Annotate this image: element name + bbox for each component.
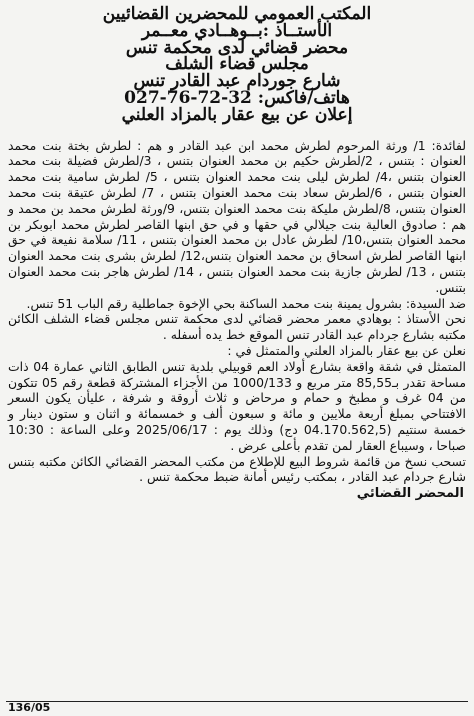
bailiff-court: محضر قضائي لدى محكمة تنس xyxy=(125,37,349,58)
signature: المحضر القضائي xyxy=(356,486,464,502)
bottom-divider xyxy=(6,701,468,702)
conditions-paragraph: تسحب نسخ من قائمة شروط البيع للإطلاع من مكتب المحضر القضائي الكائن مكتبه بتنس شارع جردام عبد القادر ، بمكتب رئيس أمانة ضبط محكمة تنس . xyxy=(8,453,466,485)
notice-body xyxy=(6,138,468,503)
publication-reference: 136/05 xyxy=(8,701,51,714)
office-name: المكتب العمومي للمحضرين القضائيين xyxy=(102,4,372,24)
notice-header xyxy=(6,6,468,124)
property-description-paragraph: المتمثل في شقة واقعة بشارع أولاد العم قوبيلي بلدية تنس الطابق الثاني عمارة 04 ذات مساحة تقدر بـ85,55 متر مربع و 1000/133 من الأجزاء المشتركة قطعة رقم 05 تتكون من 04 غرف و مطبخ و حمام و مرحاض و ثلاث أروقة و شرفة ، عليأن يكون السعر الافتتاحي بمبلغ أربعة ملايين و مائة و سبعون ألف و خمسمائة و اثنان و ستون دينار و خمسة سنتيم (04.170.562,5 دج) وذلك يوم : 2025/06/17 وعلى الساعة : 10:30 صباحا ، وسيباع العقار لمن تقدم بأعلى عرض . xyxy=(8,358,466,453)
judicial-council: مجلس قضاء الشلف xyxy=(165,54,309,75)
notice-title: إعلان عن بيع عقار بالمزاد العلني xyxy=(121,104,353,125)
bailiff-statement-paragraph: نحن الأستاذ : بوهادي معمر محضر قضائي لدى محكمة تنس مجلس قضاء الشلف الكائن مكتبه بشارع جردام عبد القادر تنس الموقع خط يده أسفله . xyxy=(8,311,466,343)
office-address: شارع جوردام عبد القادر تنس xyxy=(133,71,341,92)
defendant-paragraph: ضد السيدة: بشرول يمينة بنت محمد الساكنة بحي الإخوة جماطلية رقم الباب 51 تنس. xyxy=(26,295,466,311)
phone-fax: هاتف/فاكس: 32-72-76-027 xyxy=(124,87,350,108)
sale-announcement-paragraph: نعلن عن بيع عقار بالمزاد العلني والمتمثل في : xyxy=(227,342,466,358)
beneficiaries-paragraph: لفائدة: 1/ ورثة المرحوم لطرش محمد ابن عبد القادر و هم : لطرش بختة بنت محمد العنوان : بتنس ، 2/لطرش حكيم بن محمد العنوان بتنس ، 3/لطرش فضيلة بنت محمد العنوان بتنس ،4/ لطرش ليلى بنت محمد العنوان بتنس ، 5/ لطرش سامية بنت محمد العنوان بتنس ، 6/لطرش سعاد بنت محمد العنوان بتنس ، 7/ لطرش عتيقة بنت محمد العنوان بتنس، 8/لطرش مليكة بنت محمد العنوان بتنس، 9/ورثة لطرش محمد بن محمد و هم : صادوق العالية بنت جيلالي في حقها و في حق ابنها القاصر لطرش محمد ابوبكر بن محمد العنوان بتنس،10/ لطرش عادل بن محمد العنوان بتنس ، 11/ سلامة نفيعة في حق ابنها القاصر لطرش اسحاق بن محمد العنوان بتنس،12/ لطرش بشرى بنت محمد العنوان بتنس ، 13/ لطرش جازية بنت محمد العنوان بتنس ، 14/ لطرش هاجر بنت محمد العنوان بتنس. xyxy=(8,137,467,295)
bailiff-name: الأستــاذ :بــوهــادي معــمر xyxy=(141,20,333,41)
